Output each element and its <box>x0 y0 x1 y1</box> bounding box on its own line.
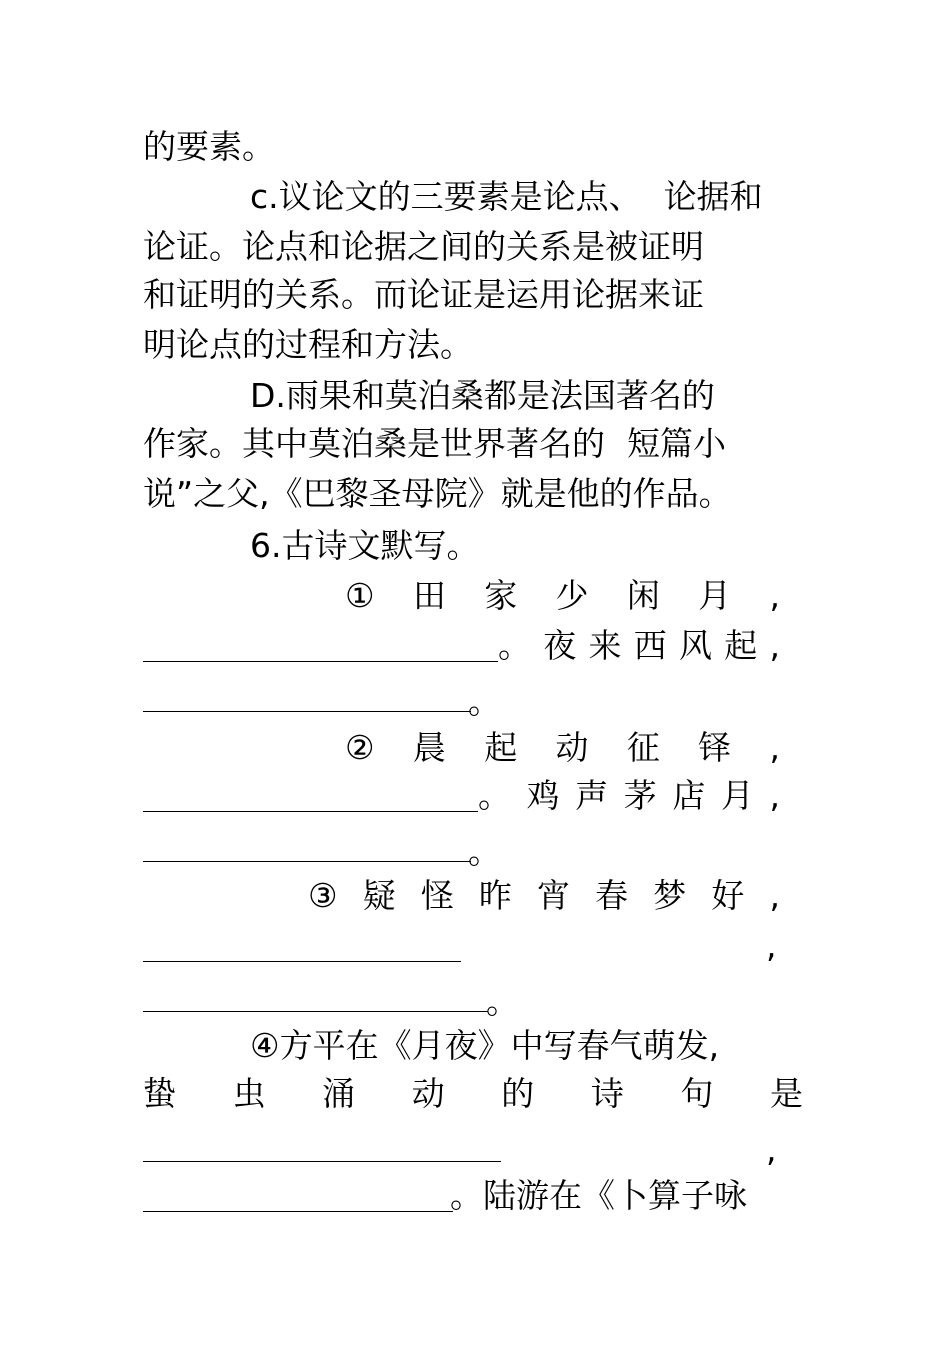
q4-char: 是 <box>769 1074 803 1113</box>
q4-line1: ④方平在《月夜》中写春气萌发, <box>250 1026 720 1065</box>
q2-char: 月 <box>720 776 754 815</box>
section-heading: 6.古诗文默写。 <box>250 526 480 565</box>
q3-char: 疑 <box>362 876 396 915</box>
q1-char: 少 <box>555 576 589 615</box>
text-line: 和证明的关系。而论证是运用论据来证 <box>143 275 704 314</box>
q2-char: 征 <box>626 728 660 767</box>
answer-blank[interactable] <box>143 661 498 662</box>
text-segment: 作家。其中莫泊桑是世界著名的 <box>143 424 605 463</box>
q2-char: 店 <box>672 776 706 815</box>
q4-char: 句 <box>680 1074 714 1113</box>
text-line: 明论点的过程和方法。 <box>143 325 473 364</box>
option-d-line: D.雨果和莫泊桑都是法国著名的 <box>250 376 715 415</box>
q4-char: 蛰 <box>143 1074 176 1113</box>
q2-char: 动 <box>555 728 589 767</box>
text-line <box>143 424 803 464</box>
q2-char: 鸡 <box>526 776 560 815</box>
q3-char: 梦 <box>653 876 687 915</box>
q2-char: 声 <box>575 776 609 815</box>
q1-char: 来 <box>588 626 622 665</box>
q3-char: ③ <box>308 876 338 915</box>
q2-char: , <box>769 728 780 767</box>
q3-char: 春 <box>595 876 629 915</box>
answer-blank[interactable] <box>143 1161 501 1162</box>
q2-char: 茅 <box>623 776 657 815</box>
q1-char: ① <box>345 576 375 615</box>
answer-blank[interactable] <box>143 961 461 962</box>
q2-char: ② <box>345 728 375 767</box>
q1-char: 闲 <box>626 576 660 615</box>
text-segment: 短篇小 <box>627 424 726 463</box>
q4-end: 。陆游在《卜算子咏 <box>450 1176 747 1215</box>
answer-blank[interactable] <box>143 1211 453 1212</box>
q1-char: , <box>769 626 780 665</box>
q2-char: 铎 <box>698 728 732 767</box>
text-line: 的要素。 <box>143 127 275 166</box>
q3-end: 。 <box>486 982 519 1021</box>
q1-char: 西 <box>633 626 667 665</box>
answer-blank[interactable] <box>143 861 471 862</box>
q3-char: 宵 <box>537 876 571 915</box>
q2-head <box>345 728 780 768</box>
q3-mid: , <box>766 926 777 965</box>
text-line: 论证。论点和论据之间的关系是被证明 <box>143 227 704 266</box>
q1-head <box>345 576 780 616</box>
q2-end: 。 <box>468 832 501 871</box>
q1-end: 。 <box>468 682 501 721</box>
answer-blank[interactable] <box>143 811 478 812</box>
q4-line2 <box>143 1074 803 1114</box>
q2-char: 起 <box>484 728 518 767</box>
answer-blank[interactable] <box>143 1011 488 1012</box>
q1-char: 田 <box>412 576 446 615</box>
text-segment: c.议论文的三要素是论点、 <box>250 177 642 216</box>
answer-blank[interactable] <box>143 711 471 712</box>
q4-mid: , <box>766 1130 777 1169</box>
q1-char: 。 <box>498 626 531 665</box>
q3-head <box>308 876 780 916</box>
q4-char: 的 <box>501 1074 535 1113</box>
q3-char: 好 <box>711 876 745 915</box>
q2-mid <box>478 776 780 816</box>
text-line: 说”之父,《巴黎圣母院》就是他的作品。 <box>143 474 732 513</box>
q1-char: 家 <box>484 576 518 615</box>
q2-char: , <box>769 776 780 815</box>
text-segment: 论据和 <box>663 177 763 216</box>
q4-char: 涌 <box>322 1074 356 1113</box>
q4-char: 虫 <box>232 1074 266 1113</box>
q3-char: , <box>769 876 780 915</box>
q4-char: 诗 <box>590 1074 624 1113</box>
q1-char: , <box>769 576 780 615</box>
q1-char: 风 <box>679 626 712 665</box>
q2-char: 晨 <box>412 728 446 767</box>
q1-char: 月 <box>698 576 732 615</box>
option-c-line <box>250 177 810 217</box>
q4-char: 动 <box>411 1074 445 1113</box>
q1-mid <box>498 626 780 666</box>
q3-char: 怪 <box>420 876 454 915</box>
q3-char: 昨 <box>478 876 512 915</box>
q1-char: 起 <box>724 626 758 665</box>
q1-char: 夜 <box>543 626 577 665</box>
q2-char: 。 <box>478 776 511 815</box>
